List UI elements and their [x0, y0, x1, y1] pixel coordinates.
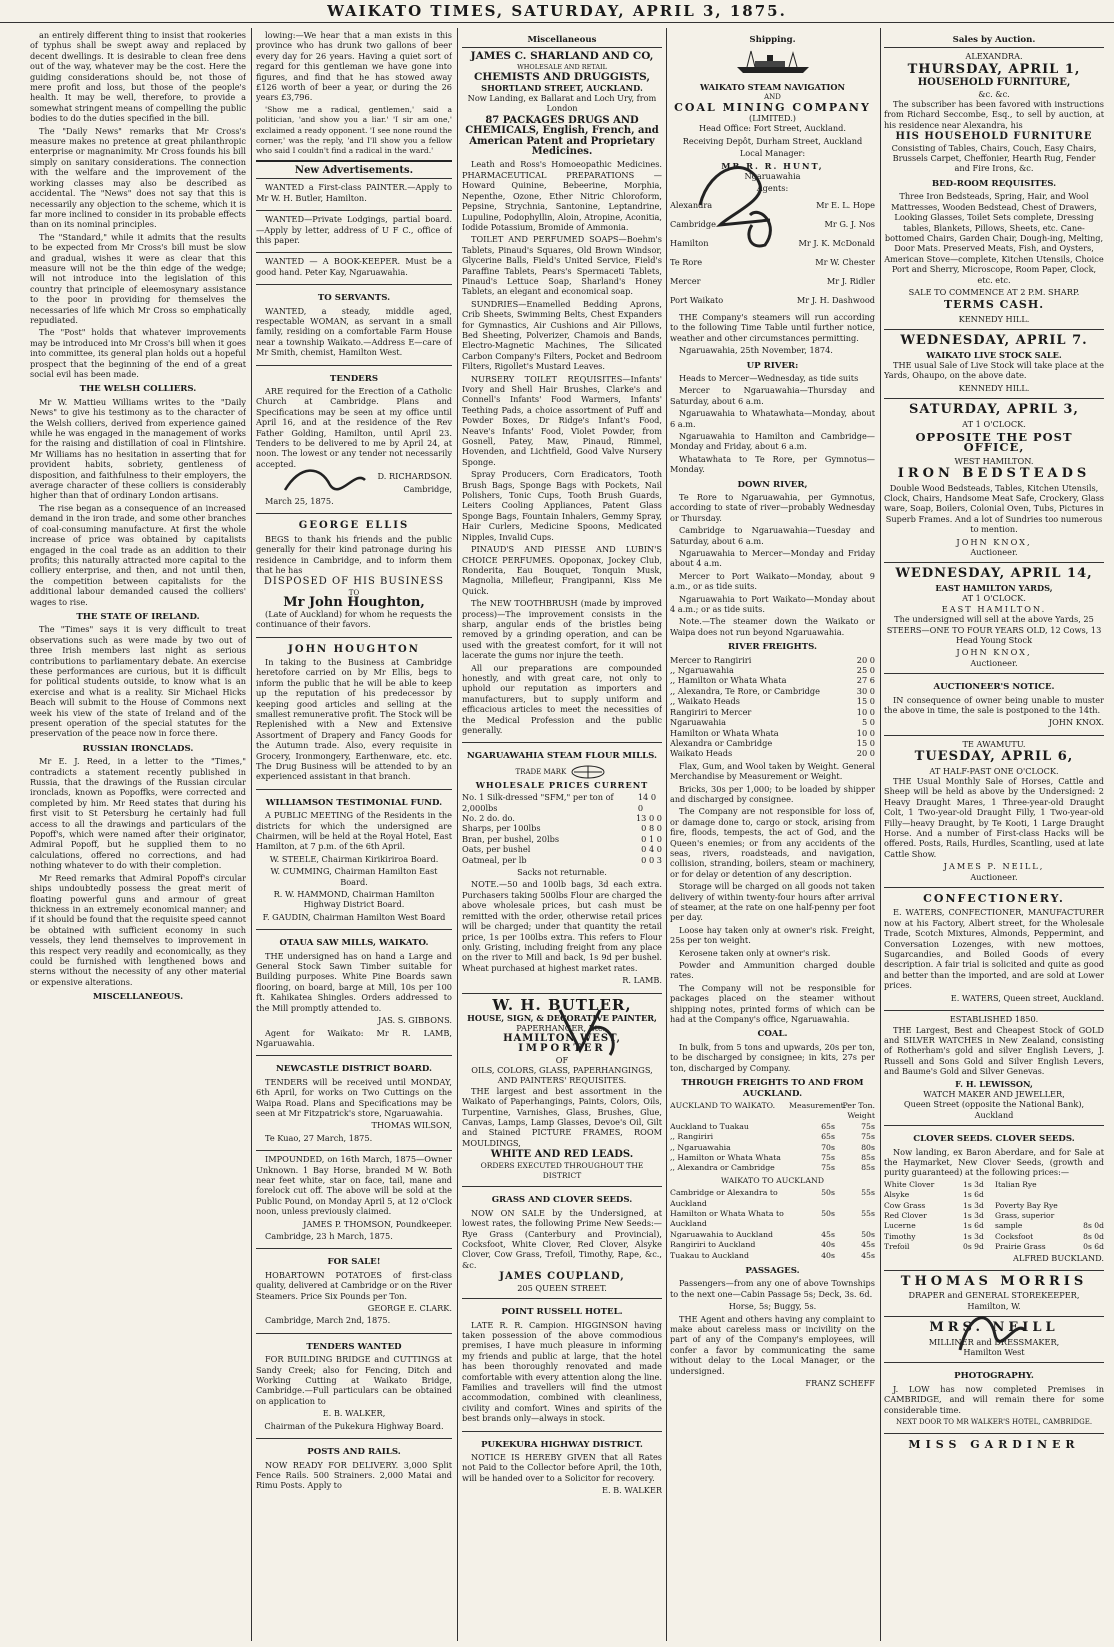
freight-table-row: Hamilton or Whata Whata to Auckland 50s 55s: [670, 1208, 875, 1229]
signature: E. WATERS, Queen street, Auckland.: [950, 992, 1104, 1003]
signature: D. RICHARDSON.: [377, 471, 452, 482]
ad-text: OILS, COLORS, GLASS, PAPERHANGINGS, AND PAINTERS' REQUISITES.: [471, 1064, 653, 1086]
section-heading: Sales by Auction.: [952, 35, 1036, 45]
agent-row: Mercer Mr J. Ridler: [670, 275, 875, 286]
signature: JOHN KNOX.: [1048, 717, 1104, 728]
advert: [256, 210, 452, 250]
advert: [256, 789, 452, 927]
divider: [256, 160, 452, 162]
paragraph: 'Show me a radical, gentlemen,' said a politician, 'and show you a liar.' 'I sir am one,' exclaimed a ready opponent. 'I see none round the corner,' was the reply, 'and I'll show you a fellow who said I couldn't find a radical in the ward.': [256, 104, 452, 156]
ship-illustration: [670, 49, 875, 77]
ad-heading: JOHN HOUGHTON: [288, 643, 420, 655]
trade-mark: [462, 764, 662, 780]
pencil-scribble-icon: [690, 145, 790, 255]
ad-text: BEGS to thank his friends and the public generally for their kind patronage during his residence in Cambridge, and to inform them that he has: [256, 533, 452, 576]
advert: [256, 1150, 452, 1246]
clover-row: Trefoil 0s 9d Prairie Grass 0s 6d: [884, 1242, 1104, 1252]
paragraph: The "Daily News" remarks that Mr Cross's measure makes no pretence at great philanthropic enterprise or magnanimity. Mr Cross founds his bill simply on sanitary considerations. The connection with the welfare and the improvement of the working classes may also be described as accidental. The "News" does not say that this is necessarily any objection to the scheme, which it is far more inclined to consider in its probable effects than on its nominal principles.: [30, 125, 246, 230]
ad-text: &c. &c.: [978, 88, 1010, 99]
trade-mark-label: TRADE MARK: [515, 767, 567, 776]
ad-heading: TENDERS: [329, 373, 379, 384]
section-heading: New Advertisements.: [294, 164, 414, 176]
ad-text: Loose hay taken only at owner's risk. Freight, 25s per ton weight.: [670, 924, 875, 946]
ad-place: ALEXANDRA.: [965, 51, 1023, 62]
column-rule: [251, 28, 252, 1641]
ad-headline: TERMS CASH.: [943, 298, 1045, 312]
section-heading: PASSAGES.: [745, 1266, 800, 1276]
ad-text: Consisting of Tables, Chairs, Couch, Easy Chairs, Brussels Carpet, Cheffonier, Hearth Rug, Fender and Fire Irons, &c.: [891, 142, 1097, 174]
ad-headline: IRON BEDSTEADS: [897, 466, 1091, 482]
ad-text: Double Wood Bedsteads, Tables, Kitchen Utensils, Clock, Chairs, Handsome Meat Safe, Crockery, Glass ware, Soap, Boilers, Colonial Oven, Tubs, Pictures in Superb Frames. And a lot of Sundries too numerous to mention.: [884, 482, 1104, 535]
ad-text: E. WATERS, CONFECTIONER, MANUFACTURER now at his Factory, Albert street, for the Wholesale Trade, Scotch Mixtures, Almonds, Peppermint, and Conversation Lozenges, with new mottoes, Sugarcandies, and Boiled Goods of every description. A fair trial is solicited and quite as good and better than the imported, and are sold at Lower prices.: [884, 907, 1104, 991]
ad-text: THE usual Sale of Live Stock will take place at the Yards, Ohaupo, on the above date.: [884, 359, 1104, 381]
column-rule: [457, 28, 458, 1641]
timetable-row: Te Rore to Ngaruawahia, per Gymnotus, according to state of river—probably Wednesday or Thursday.: [670, 491, 875, 523]
advert: [884, 673, 1104, 733]
signature: FRANZ SCHEFF: [805, 1378, 875, 1389]
advert: [256, 1055, 452, 1148]
steamship-icon: [733, 49, 813, 75]
advert: [884, 329, 1104, 396]
ad-text: AT 1 O'CLOCK.: [962, 418, 1026, 429]
ad-text: Spray Producers, Corn Eradicators, Tooth Brush Bags, Sponge Bags with Pockets, Nail Polishers, Tonic Cups, Tooth Brush Guards, Leiters Cooling Appliances, Patent Glass Sponge Bags, Fountain Inhalers, Gemmy Spray, Hair Curlers, Medicine Spoons, Medicated Nipples, Invalid Cups.: [462, 469, 662, 542]
clover-row: Alsyke 1s 6d: [884, 1190, 984, 1200]
address: 205 QUEEN STREET.: [517, 1282, 607, 1293]
agent-row: Hamilton Mr J. K. McDonald: [670, 237, 875, 248]
ad-heading: NGARUAWAHIA STEAM FLOUR MILLS.: [466, 751, 658, 762]
ad-text: WANTED, a steady, middle aged, respectable WOMAN, as servant in a small family, residing on a comfortable Farm House near a township Waikato.—Address E—care of Mr Smith, chemist, Hamilton West.: [256, 305, 452, 358]
ad-text: WANTED a First-class PAINTER.—Apply to Mr W. H. Butler, Hamilton.: [256, 182, 452, 203]
advert: [884, 47, 1104, 327]
timetable-row: Ngaruawahia to Port Waikato—Monday about 4 a.m.; or as tide suits.: [670, 593, 875, 615]
ad-heading: AUCTIONEER'S NOTICE.: [933, 682, 1055, 693]
freight-row: ,, Ngaruawahia 25 0: [670, 665, 875, 676]
advert: [462, 1431, 662, 1501]
ad-text: Now landing, ex Baron Aberdare, and for Sale at the Haymarket, New Clover Seeds, (growth and purity guaranteed) at the following prices:—: [884, 1146, 1104, 1178]
column-2: [256, 30, 452, 1641]
freight-table-row: ,, Rangiriri 65s 75s: [670, 1132, 875, 1142]
pencil-scribble-icon: [550, 1000, 630, 1060]
signature-title: Auctioneer.: [970, 871, 1018, 882]
price-list-heading: WHOLESALE PRICES CURRENT: [475, 779, 649, 790]
ad-headline: MRS. NEILL: [929, 1320, 1059, 1336]
paragraph: Mr W. Mattieu Williams writes to the "Daily News" to give his testimony as to the character of the Welsh colliers, derived from experience gained while he was engaged in the management of works for the raising and distillation of coal in Flintshire. Mr Williams has no hesitation in asserting that for provident habits, sobriety, gentleness of disposition, and faithfulness to their employers, the average character of these colliers is considerably higher than that of ordinary London artisans.: [30, 396, 246, 501]
ad-text: THE Company's steamers will run according to the following Time Table until further notice, weather and other circumstances permitting.: [670, 311, 875, 343]
ad-heading: OTAUA SAW MILLS, WAIKATO.: [279, 938, 429, 949]
ad-headline: THOMAS MORRIS: [900, 1274, 1088, 1290]
paragraph: The "Times" says it is very difficult to treat observations such as were made by two out of three Irish members last night as serious contributions to parliamentary debate. An exercise these performances are curious, but it is difficult for political students outside, to know what is an exercise and what is a reality. Sir Michael Hicks Beach will submit to the House of Commons next week his view of the state of Ireland and of the present operation of the special statutes for the preservation of the peace now in force there.: [30, 624, 246, 739]
ad-place: TE AWAMUTU.: [962, 738, 1026, 749]
ad-text: AT HALF-PAST ONE O'CLOCK.: [929, 765, 1059, 776]
ad-text: WEST HAMILTON.: [954, 455, 1034, 466]
freight-table-row: Cambridge or Alexandra to Auckland 50s 55s: [670, 1188, 875, 1208]
company-name: COAL MINING COMPANY: [674, 100, 871, 114]
ad-text: Receiving Depôt, Durham Street, Auckland: [682, 135, 863, 146]
section-heading: RIVER FREIGHTS.: [727, 642, 818, 653]
ad-text: The Company will not be responsible for packages placed on the steamer without shipping notes, printed forms of which can be had at the Company's office, Ngaruawahia.: [670, 982, 875, 1025]
section-heading: UP RIVER:: [746, 360, 799, 371]
ad-text: Passengers—from any one of above Townships to the next one—Cabin Passage 5s; Deck, 3s. 6d.: [670, 1278, 875, 1299]
advert: [256, 513, 452, 634]
ad-heading: TENDERS WANTED: [306, 1341, 402, 1352]
freight-row: Alexandra or Cambridge 15 0: [670, 737, 875, 748]
freight-table-row: Ngaruawahia to Auckland 45s 50s: [670, 1229, 875, 1239]
date: March 25, 1875.: [265, 496, 334, 507]
clover-row: Red Clover 1s 3d Grass, superior: [884, 1211, 1055, 1220]
ad-text: TENDERS will be received until MONDAY, 6th April, for works on Two Cuttings on the Waipa Road. Plans and Specifications may be seen at Mr Fitzpatrick's store, Ngaruawahia.: [256, 1076, 452, 1118]
ad-text: All our preparations are compounded honestly, and with great care, not only to uphold our reputation as importers and manufacturers, but to supply uniform and efficacious articles to meet the necessities of the Medical Profession and the public generally.: [462, 662, 662, 735]
advert: [256, 252, 452, 282]
paragraph: Mr Reed remarks that Admiral Popoff's circular ships undoubtedly possess the great merit of floating powerful guns and armour of great thickness in an extremely economical manner; and if it should be found that the requisite speed cannot be obtained with sufficient economy in such vessels, they lend themselves to improvement in this respect very readily and economically, as they could be furnished with lengthened bows and sterns without the necessity of any other material or expensive alterations.: [30, 872, 246, 987]
ad-text: Three Iron Bedsteads, Spring, Hair, and Wool Mattresses, Wooden Bedstead, Chest of Drawers, Looking Glasses, Toilet Sets complete, Dressing tables, Blankets, Pillows, Sheets, etc. Cane-bottomed Chairs, Garden Chair, Dough-ing, Melting, Door Mats. Preserved Meats, Fish, and Oysters, American Stove—complete, Kitchen Utensils, Choice Port and Sherry, Microscope, Room Paper, Clock, etc. etc.: [884, 191, 1104, 285]
freight-row: Mercer to Rangiriri 20 0: [670, 654, 875, 665]
advert: [462, 1298, 662, 1428]
timetable-row: Heads to Mercer—Wednesday, as tide suits: [679, 372, 859, 383]
ad-text: A PUBLIC MEETING of the Residents in the districts for which the undersigned are Chairmen, will be held at the Royal Hotel, East Hamilton, at 7 p.m. of the 6th April.: [256, 810, 452, 852]
ad-heading: CLOVER SEEDS. CLOVER SEEDS.: [913, 1134, 1075, 1145]
section-heading: THE WELSH COLLIERS.: [79, 384, 197, 395]
advert: [256, 1248, 452, 1330]
timetable-row: Mercer to Port Waikato—Monday, about 9 a.m., or as tide suits.: [670, 570, 875, 592]
ad-text: TO: [348, 588, 360, 597]
ad-text: J. LOW has now completed Premises in CAMBRIDGE, and will remain there for some considerable time.: [884, 1383, 1104, 1415]
ad-headline: MISS GARDINER: [908, 1437, 1080, 1451]
ad-text: AT 1 O'CLOCK.: [962, 593, 1026, 604]
ad-text: NURSERY TOILET REQUISITES—Infants' Ivory and Shell Hair Brushes, Clarke's and Connell's Infants' Food Warmers, Infants' Teething Pads, a choice assortment of Puff and Powder Boxes, Dr Ridge's Infant's Food, Neave's Infants' Food, Violet Powder, from Gosnell, Patey, Maw, Pinaud, Rimmel, Hovenden, and Lichtfield, Good Valve Nursery Sponge.: [462, 373, 662, 467]
ad-text: IMPORTER: [518, 1043, 606, 1055]
ad-text: In taking to the Business at Cambridge heretofore carried on by Mr Ellis, begs to inform the public that he will be able to keep up the reputation of his predecessor by keeping good articles and selling at the smallest remunerative profit. The Stock will be Replenished with a New and Extensive Assortment of Drapery and Fancy Goods for the Autumn trade. Also, every requisite in Grocery, Ironmongery, Earthenware, etc. etc. The Drug Business will be attended to by an experienced assistant in that branch.: [256, 656, 452, 782]
ad-text: Now Landing, ex Ballarat and Loch Ury, from London: [467, 93, 657, 114]
address: NEXT DOOR TO MR WALKER'S HOTEL, CAMBRIDGE.: [895, 1418, 1093, 1427]
advert: [884, 1010, 1104, 1123]
section-heading: RUSSIAN IRONCLADS.: [82, 743, 194, 754]
ad-text: WANTED—Private Lodgings, partial board.—Apply by letter, address of U F C., office of this paper.: [256, 214, 452, 245]
place: Cambridge,: [403, 483, 452, 494]
ad-text: ESTABLISHED 1850.: [949, 1014, 1039, 1025]
signature-title: Chairman of the Pukekura Highway Board.: [264, 1420, 444, 1431]
ad-text: Bricks, 30s per 1,000; to be loaded by shipper and discharged by consignee.: [670, 783, 875, 804]
ad-text: LATE R. R. Campion. HIGGINSON having taken possession of the above commodious premises, I have much pleasure in informing my friends and public at large, that the hotel has been thoroughly renovated and made comfortable with every attention along the line. Families and travellers will find the utmost accommodation, combined with cleanliness, civility and comfort. Wines and spirits of the best brands only—always in stock.: [462, 1319, 662, 1424]
timetable-row: Cambridge to Ngaruawahia—Tuesday and Saturday, about 6 a.m.: [670, 525, 875, 546]
ad-text: Ngaruawahia: [744, 171, 801, 182]
advert: [256, 1438, 452, 1496]
ad-text: HOBARTOWN POTATOES of first-class quality, delivered at Cambridge or on the River Steamers. Price Six Pounds per Ton.: [256, 1269, 452, 1301]
date: Te Kuao, 27 March, 1875.: [265, 1132, 373, 1143]
paragraph: The "Standard," while it admits that the results to be expected from Mr Cross's bill must be slow and gradual, wishes it were as clear that this measure will not be the thin edge of the wedge; will not introduce into the legislation of this country that principle of eleemosynary assistance to the poor in providing for themselves the necessaries of life which Mr Cross so emphatically repudiated.: [30, 231, 246, 325]
ad-text: THE Agent and others having any complaint to make about careless mass or incivility on the part of any of the Company's employees, will confer a favor by communicating the same without delay to the Local Manager, or the undersigned.: [670, 1313, 875, 1376]
ad-text: Local Manager:: [739, 148, 806, 159]
ad-text: Storage will be charged on all goods not taken delivery of within twenty-four hours after arrival of steamer, at the rate on one half-penny per foot per day.: [670, 881, 875, 923]
ad-text: Hamilton, W.: [967, 1300, 1021, 1311]
ad-text: THE Usual Monthly Sale of Horses, Cattle and Sheep will be held as above by the Undersigned: 2 Heavy Draught Mares, 1 Three-year-old Draught Colt, 1 Two-year-old Draught Filly, 1 Two-year-old Filly—heavy Draught, by Te Kooti, 1 Large Draught Horse. And a number of First-class Hacks will be offered. Posts, Rails, Hurdles, Scantling, used at late Cattle Show.: [884, 775, 1104, 859]
price-list: [462, 792, 662, 865]
ad-text: TOILET AND PERFUMED SOAPS—Boehm's Tablets, Pinaud's Squares, Old Brown Windsor, Glycerine Balls, Field's United Service, Field's Paraffine Tablets, Pears's Spermaceti Tablets, Pinaud's Lettuce Soap, Sharland's Honey Tablets, an elegant and economical soap.: [462, 234, 662, 297]
timetable-row: Whatawhata to Te Rore, per Gymnotus—Monday.: [670, 453, 875, 475]
advert: [884, 1125, 1104, 1268]
freight-table-row: ,, Ngaruawahia 70s 80s: [670, 1142, 875, 1152]
ad-text: Kerosene taken only at owner's risk.: [679, 947, 831, 958]
ad-heading: POINT RUSSELL HOTEL.: [501, 1307, 623, 1318]
ad-text: Horse, 5s; Buggy, 5s.: [728, 1301, 817, 1312]
signature: GEORGE E. CLARK.: [367, 1303, 452, 1314]
section-heading: COAL.: [757, 1029, 788, 1040]
ad-text: IN consequence of owner being unable to muster the above in time, the sale is postponed to the 14th.: [884, 694, 1104, 715]
ad-text: 87 PACKAGES DRUGS AND CHEMICALS, English, French, and American Patent and Proprietary Medicines.: [465, 114, 659, 158]
ad-text: Agents:: [756, 183, 789, 194]
freight-row: Hamilton or Whata Whata 10 0: [670, 727, 875, 738]
advert: [884, 1362, 1104, 1430]
timetable-row: Ngaruawahia to Hamilton and Cambridge—Monday and Friday, about 6 a.m.: [670, 430, 875, 452]
ad-text: SALE TO COMMENCE AT 2 P.M. SHARP.: [908, 286, 1080, 297]
section-heading: Shipping.: [749, 35, 796, 45]
ad-heading: PHOTOGRAPHY.: [954, 1371, 1034, 1382]
freight-table-row: Auckland to Tuakau 65s 75s: [670, 1121, 875, 1131]
agent-row: Alexandra Mr E. L. Hope: [670, 199, 875, 210]
ad-heading: WILLIAMSON TESTIMONIAL FUND.: [265, 797, 443, 808]
ad-heading: TO SERVANTS.: [317, 293, 391, 304]
ad-text: NOW READY FOR DELIVERY. 3,000 Split Fence Rails. 500 Strainers. 2,000 Matai and Rimu Posts. Apply to: [256, 1459, 452, 1491]
ad-text: DRAPER and GENERAL STOREKEEPER,: [908, 1290, 1080, 1301]
freight-row: Rangiriri to Mercer 10 0: [670, 706, 875, 717]
freight-row: ,, Waikato Heads 15 0: [670, 696, 875, 707]
section-heading: DOWN RIVER,: [737, 479, 808, 490]
freight-table-subheading: WAIKATO TO AUCKLAND: [720, 1175, 825, 1185]
timetable-row: Ngaruawahia to Whatawhata—Monday, about 6 a.m.: [670, 408, 875, 429]
ad-headline: WEDNESDAY, APRIL 14,: [895, 566, 1093, 582]
signature: ALFRED BUCKLAND.: [1012, 1252, 1104, 1263]
ad-text: WHOLESALE AND RETAIL: [517, 62, 607, 71]
masthead: WAIKATO TIMES, SATURDAY, APRIL 3, 1875.: [0, 0, 1114, 23]
ad-text: NOW ON SALE by the Undersigned, at lowest rates, the following Prime New Seeds:— Rye Grass (Canterbury and Provincial), Cocksfoot, White Clover, Red Clover, Alsyke Clover, Cow Grass, Trefoil, Timothy, Rape, &c., &c.: [462, 1207, 662, 1270]
ad-text: The undersigned will sell at the above Yards, 25 STEERS—ONE TO FOUR YEARS OLD, 12 Cows, 13 Head Young Stock: [886, 614, 1102, 645]
signature: E. B. WALKER: [601, 1485, 662, 1496]
advert: [884, 562, 1104, 671]
advert: [462, 742, 662, 990]
signature: E. B. WALKER,: [322, 1408, 386, 1419]
freight-row: ,, Alexandra, Te Rore, or Cambridge 30 0: [670, 685, 875, 696]
ad-headline: HIS HOUSEHOLD FURNITURE: [895, 131, 1093, 143]
advert: [884, 398, 1104, 560]
company-name: (LIMITED.): [749, 113, 796, 124]
signature: W. STEELE, Chairman Kirikiriroa Board.: [269, 853, 439, 864]
column-1: [30, 30, 246, 1641]
company-name: WAIKATO STEAM NAVIGATION: [700, 81, 845, 92]
timetable-row: Mercer to Ngaruawahia—Thursday and Saturday, about 6 a.m.: [670, 385, 875, 406]
ad-headline: THURSDAY, APRIL 1,: [907, 61, 1081, 77]
price-row: No. 1 Silk-dressed "SFM," per ton of 2,000lbs 14 0 0: [462, 792, 657, 813]
signature: R. W. HAMMOND, Chairman Hamilton Highway District Board.: [273, 889, 435, 910]
ad-name: JAMES COUPLAND,: [499, 1271, 625, 1283]
timetable-row: Ngaruawahia to Mercer—Monday and Friday about 4 a.m.: [670, 548, 875, 569]
ad-text: Powder and Ammunition charged double rates.: [670, 960, 875, 981]
ad-text: WHITE AND RED LEADS.: [490, 1149, 634, 1161]
ad-text: THE largest and best assortment in the Waikato of Paperhangings, Paints, Colors, Oils, Turpentine, Varnishes, Glass, Brushes, Glue, Canvas, Lamps, Lamp Glasses, Devoe's Oil, Gilt and Stained PICTURE FRAMES, ROOM MOULDINGS,: [462, 1085, 662, 1148]
signature: KENNEDY HILL.: [958, 313, 1030, 324]
crest-icon: [568, 764, 608, 780]
ad-text: Hamilton West: [963, 1347, 1025, 1358]
ad-text: In bulk, from 5 tons and upwards, 20s per ton, to be discharged by consignee; in kits, 27s per ton, discharged by Company.: [670, 1041, 875, 1073]
ad-text: ARE required for the Erection of a Catholic Church at Cambridge. Plans and Specifications may be seen at my office until April 16, and at the residence of the Rev Father Golding, Hamilton, until April 23. Tenders to be delivered to me by April 24, at noon. The lowest or any tender not necessarily accepted.: [256, 385, 452, 469]
column-rule: [666, 28, 667, 1641]
freight-row: ,, Hamilton or Whata Whata 27 6: [670, 675, 875, 686]
section-heading: THROUGH FREIGHTS TO AND FROM AUCKLAND.: [681, 1078, 864, 1099]
signature: R. LAMB.: [622, 975, 662, 986]
signature-title: Auctioneer.: [970, 657, 1018, 668]
signature: JAMES P. THOMSON, Poundkeeper.: [303, 1218, 452, 1229]
ad-text: NOTE.—50 and 100lb bags, 3d each extra. Purchasers taking 500lbs Flour are charged the above wholesale prices, but cash must be remitted with the order, otherwise retail prices will be charged; under that quantity the retail price, 1s per 100lbs extra. This refers to Flour only. Gristing, including freight from any place on the river to Mill and back, 1s 9d per bushel. Wheat purchased at highest market rates.: [462, 879, 662, 973]
ad-text: Sacks not returnable.: [517, 867, 607, 878]
ad-text: The Company are not responsible for loss of, or damage done to, cargo or stock, arising from fire, floods, tempests, the act of God, and the Queen's enemies; or from any accidents of the seas, rivers, roadsteads, and navigation, collision, stranding, boilers, steam or machinery, or for delay or detention of any description.: [670, 806, 875, 879]
ad-text: OF: [555, 1054, 569, 1065]
paragraph: Mr E. J. Reed, in a letter to the "Times," contradicts a statement recently published in Russia, that the drawings of the Russian circular ironclads, known as Popoffks, were corrected and completed by him. Mr Reed states that during his first visit to St Petersburg he certainly had full access to all the drawings and particulars of the Popoff's, which were named after their originator, Admiral Popoff, but he supplied them to no calculations, offered no corrections, and had nothing whatever to do with their completion.: [30, 756, 246, 871]
paragraph: lowing:—We hear that a man exists in this province who has drunk two gallons of beer every day for 26 years. Having a quiet sort of regard for this gentleman we have gone into figures, and find that he has stowed away £126 worth of beer a year, or during the 26 years £3,796.: [256, 30, 452, 103]
date: Ngaruawahia, 25th November, 1874.: [679, 345, 833, 356]
paragraph: The "Post" holds that whatever improvements may be introduced into Mr Cross's bill when it goes into committee, its general plan holds out a hopeful prospect that the beginning of the end of a great social evil has been made.: [30, 327, 246, 379]
signature: JAMES P. NEILL,: [943, 861, 1045, 872]
ad-heading: PUKEKURA HIGHWAY DISTRICT.: [481, 1439, 643, 1450]
price-row: No. 2 do. do. 13 0 0: [462, 813, 662, 824]
freight-table-row: ,, Alexandra or Cambridge 75s 85s: [670, 1163, 875, 1173]
ad-heading: FOR SALE!: [327, 1257, 381, 1268]
ad-heading: GRASS AND CLOVER SEEDS.: [491, 1195, 633, 1206]
advert: [884, 1433, 1104, 1456]
ad-headline: JAMES C. SHARLAND AND CO,: [470, 50, 654, 63]
signature: KENNEDY HILL.: [958, 382, 1030, 393]
ad-headline: WAIKATO LIVE STOCK SALE.: [926, 349, 1062, 360]
ad-text: Flax, Gum, and Wool taken by Weight. General Merchandise by Measurement or Weight.: [670, 760, 875, 782]
ad-text: Note.—The steamer down the Waikato or Waipa does not run beyond Ngaruawahia.: [670, 616, 875, 637]
freight-table-row: Rangiriri to Auckland 40s 45s: [670, 1240, 875, 1250]
ad-text: HOUSE, SIGN, & DECORATIVE PAINTER,: [467, 1012, 657, 1023]
clover-row: White Clover 1s 3d Italian Rye: [884, 1179, 1037, 1189]
ad-text: IMPOUNDED, on 16th March, 1875—Owner Unknown. 1 Bay Horse, branded M W. Both near feet white, star on face, tail, mane and forelock cut off. The above will be sold at the Public Pound, on Monday April 5, at 12 o'Clock noon, unless previously claimed.: [256, 1154, 452, 1217]
ad-headline: OPPOSITE THE POST OFFICE,: [915, 430, 1073, 455]
freight-table: [670, 1101, 875, 1261]
column-rule: [880, 28, 881, 1641]
signature: JOHN KNOX,: [956, 647, 1032, 658]
advert: [256, 637, 452, 787]
date: Cambridge, March 2nd, 1875.: [265, 1315, 391, 1326]
ad-text: WANTED — A BOOK-KEEPER. Must be a good hand. Peter Kay, Ngaruawahia.: [256, 256, 452, 277]
price-row: Sharps, per 100lbs 0 8 0: [462, 823, 662, 834]
date: Cambridge, 23 h March, 1875.: [265, 1231, 393, 1241]
ad-text: Agent for Waikato: Mr R. LAMB, Ngaruawahia.: [256, 1027, 452, 1048]
advert: [884, 887, 1104, 1008]
signature-title: Auctioneer.: [970, 547, 1018, 558]
ad-heading: GEORGE ELLIS: [298, 520, 410, 532]
ad-text: THE undersigned has on hand a Large and General Stock Sawn Timber suitable for Building purposes. White Pine Boards sawn flooring, on board, barge at Mill, 10s per 100 ft. Kahikatea Shingles. Orders addressed to the Mill promptly attended to.: [256, 950, 452, 1013]
address: SHORTLAND STREET, AUCKLAND.: [481, 82, 643, 93]
pencil-scribble-icon: [280, 460, 370, 500]
ad-heading: BED-ROOM REQUISITES.: [931, 178, 1057, 189]
ad-text: HAMILTON WEST,: [503, 1032, 621, 1044]
freight-row: Ngaruawahia 5 0: [670, 717, 875, 728]
advert: [256, 284, 452, 362]
freight-table-row: ,, Hamilton or Whata Whata 75s 85s: [670, 1152, 875, 1162]
agent-row: Port Waikato Mr J. H. Dashwood: [670, 294, 875, 305]
clover-price-table: [884, 1180, 1104, 1253]
clover-row: Lucerne 1s 6d sample 8s 0d: [884, 1221, 1104, 1231]
section-heading: MISCELLANEOUS.: [92, 992, 184, 1003]
ad-headline: HOUSEHOLD FURNITURE,: [917, 77, 1071, 89]
ad-text: EAST HAMILTON YARDS,: [935, 582, 1053, 593]
signature-title: WATCH MAKER AND JEWELLER,: [923, 1088, 1065, 1099]
advert: [256, 929, 452, 1053]
price-row: Oats, per bushel 0 4 0: [462, 844, 662, 855]
paragraph: an entirely different thing to insist that rookeries of typhus shall be swept away and replaced by decent dwellings. It is desirable to clean free dens out of the way, whatever may be the cost. Here the guiding considerations should be, not those of mere profit and loss, but those of the people's health. It may be well, therefore, to provide a somewhat stringent means of compelling the public bodies to do the duties specified in the bill.: [30, 30, 246, 124]
ad-text: The subscriber has been favored with instructions from Richard Seccombe, Esq., to sell by auction, at his residence near Alexandra, his: [884, 99, 1104, 130]
ad-name: Mr John Houghton,: [283, 595, 425, 611]
pencil-scribble-icon: [950, 1300, 1030, 1360]
ad-headline: SATURDAY, APRIL 3,: [909, 402, 1079, 418]
freight-row: Waikato Heads 20 0: [670, 748, 875, 759]
clover-row: Cow Grass 1s 3d Poverty Bay Rye: [884, 1200, 1058, 1210]
signature: THOMAS WILSON,: [371, 1120, 452, 1131]
ad-text: FOR BUILDING BRIDGE and CUTTINGS at Sandy Creek; also for Fencing, Ditch and Working Cutting at Waikato Bridge, Cambridge.—Full particulars can be obtained on application to: [256, 1354, 452, 1406]
signature: JOHN KNOX,: [956, 536, 1032, 547]
ad-text: PINAUD'S AND PIESSE AND LUBIN'S CHOICE PERFUMES. Opoponax, Jockey Club, Ronderita, Eau Bouquet, Tonquin Musk, Magnolia, Millefleur, Frangipanni, Kiss Me Quick.: [462, 544, 662, 596]
freight-list: [670, 655, 875, 759]
advert: [884, 735, 1104, 885]
ad-heading: NEWCASTLE DISTRICT BOARD.: [275, 1064, 433, 1075]
column-5: [884, 30, 1104, 1641]
ad-text: The NEW TOOTHBRUSH (made by improved process)—The improvement consists in the sharp, angular ends of the bristles being removed by a grinding operation, and can be used with the greatest comfort, for it will not lacerate the gums nor injure the teeth.: [462, 598, 662, 661]
ad-text: Leath and Ross's Homoeopathic Medicines. PHARMACEUTICAL PREPARATIONS — Howard Quinine, Bebeerine, Morphia, Nepenthe, Ozone, Ether Nitric Chloroform, Pepsine, Strychnia, Santonine, Leptandrine, Lupuline, Podophyllin, Aloin, Atropine, Aconitia, Iodide Potassium, Bromide of Ammonia.: [462, 159, 662, 232]
ad-headline: CHEMISTS AND DRUGGISTS,: [473, 71, 651, 84]
ad-text: MILLINER and DRESSMAKER,: [928, 1336, 1060, 1347]
ad-text: Head Office: Fort Street, Auckland.: [699, 123, 846, 134]
agent-row: Cambridge Mr G. J. Nos: [670, 218, 875, 229]
ad-headline: TUESDAY, APRIL 6,: [914, 749, 1074, 765]
paragraph: The rise began as a consequence of an increased demand in the iron trade, and some other branches of coal-consuming manufacture. At first the whole increase of price was obtained by capitalists engaged in the coal trade as an addition to their profits; this naturally attracted more capital to the colliery enterprise, and then, and not until then, the competition between capitalists for the additional labour demanded caused the colliers' wages to rise.: [30, 502, 246, 607]
ad-text: EAST HAMILTON.: [941, 603, 1047, 614]
clover-row: Timothy 1s 3d Cocksfoot 8s 0d: [884, 1231, 1104, 1241]
column-3: [462, 30, 662, 1641]
ad-text: NOTICE IS HEREBY GIVEN that all Rates not Paid to the Collector before April, the 10th, will be handed over to a Solicitor for recovery.: [462, 1451, 662, 1483]
advert: [256, 1333, 452, 1436]
freight-table-row: Tuakau to Auckland 40s 45s: [670, 1250, 875, 1260]
agent-row: Te Rore Mr W. Chester: [670, 256, 875, 267]
ad-headline: DISPOSED OF HIS BUSINESS: [263, 576, 445, 588]
ad-headline: CONFECTIONERY.: [923, 892, 1065, 906]
signature: JAS. S. GIBBONS.: [378, 1015, 452, 1026]
advert: [462, 1186, 662, 1296]
section-heading: THE STATE OF IRELAND.: [76, 611, 200, 622]
ad-text: PAPERHANGER, Etc.,: [516, 1023, 608, 1034]
section-heading: Miscellaneous: [527, 35, 597, 45]
ad-text: (Late of Auckland) for whom he requests the continuance of their favors.: [256, 608, 452, 630]
manager-name: MR R. R. HUNT,: [721, 160, 824, 171]
signature: F. H. LEWISSON,: [955, 1078, 1033, 1089]
signature: W. CUMMING, Chairman Hamilton East Board.: [270, 866, 438, 887]
ad-headline: WEDNESDAY, APRIL 7.: [900, 333, 1088, 349]
ad-text: THE Largest, Best and Cheapest Stock of GOLD and SILVER WATCHES in New Zealand, consisting of Rotherham's gold and silver English Levers, J. Russell and Sons Gold and Silver English Levers, and Baume's Gold and Silver Genevas.: [884, 1024, 1104, 1077]
company-name: AND: [764, 93, 781, 102]
ad-heading: POSTS AND RAILS.: [307, 1447, 401, 1458]
advert: [256, 178, 452, 208]
ad-text: SUNDRIES—Enamelled Bedding Aprons, Crib Sheets, Swimming Belts, Chest Expanders for Gymnastics, Air Cushions and Air Pillows, Bed Sheeting, Polverizer, Chamois and Bands, Electro-Magnetic Machines, The Silicated Carbon Company's Filters, Pocket and Bedroom Filters, Rigollet's Mustard Leaves.: [462, 298, 662, 372]
advert: [462, 47, 662, 740]
price-row: Oatmeal, per lb 0 0 3: [462, 854, 662, 865]
price-row: Bran, per bushel, 20lbs 0 1 0: [462, 833, 662, 844]
signature: F. GAUDIN, Chairman Hamilton West Board: [262, 911, 446, 922]
ad-text: ORDERS EXECUTED THROUGHOUT THE DISTRICT: [480, 1160, 644, 1181]
address: Queen Street (opposite the National Bank), Auckland: [903, 1099, 1085, 1120]
ad-headline: W. H. BUTLER,: [492, 995, 632, 1014]
freight-table-header: AUCKLAND TO WAIKATO. Measurement. Per Ton. Weight: [670, 1100, 875, 1121]
column-4: [670, 30, 875, 1641]
